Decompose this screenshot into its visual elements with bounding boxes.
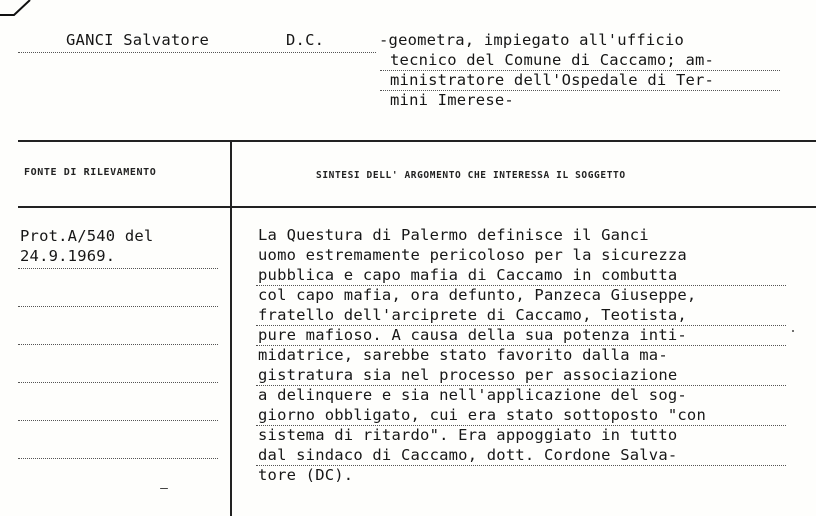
scan-speck [792,330,794,332]
summary-line: a delinquere e sia nell'applicazione del sog- [258,386,687,404]
dotted-rule [256,325,786,326]
description-line: ministratore dell'Ospedale di Ter- [390,71,715,89]
dotted-rule [256,285,786,286]
summary-line: midatrice, sarebbe stato favorito dalla ma- [258,346,668,364]
subject-party: D.C. [286,31,325,49]
dotted-rule [18,382,218,383]
summary-line: gistratura sia nel processo per associazione [258,366,678,384]
dotted-rule [18,52,376,53]
dotted-rule [380,70,780,71]
table-header-rule [18,206,816,208]
dotted-rule [18,458,218,459]
summary-line: sistema di ritardo". Era appoggiato in tutto [258,426,678,444]
column-header-source: FONTE DI RILEVAMENTO [24,167,157,178]
description-line: mini Imerese- [390,91,514,109]
summary-line: giorno obbligato, cui era stato sottoposto "con [258,406,706,424]
dotted-rule [256,345,786,346]
summary-line: col capo mafia, ora defunto, Panzeca Giuseppe, [258,286,697,304]
description-line: -geometra, impiegato all'ufficio [379,31,685,49]
dotted-rule [18,344,218,345]
dotted-rule [18,420,218,421]
dotted-rule [380,90,780,91]
table-top-rule [18,140,816,142]
summary-line: uomo estremamente pericoloso per la sicurezza [258,246,687,264]
table-column-divider [230,140,232,516]
corner-mark-icon [0,0,34,16]
dotted-rule [256,425,786,426]
summary-line: tore (DC). [258,466,354,484]
column-header-summary: SINTESI DELL' ARGOMENTO CHE INTERESSA IL SOGGETTO [316,170,626,181]
summary-line: dal sindaco di Caccamo, dott. Cordone Salva- [258,446,678,464]
summary-line: pure mafioso. A causa della sua potenza inti- [258,326,687,344]
summary-line: pubblica e capo mafia di Caccamo in combutta [258,266,678,284]
dotted-rule [256,385,786,386]
dotted-rule [256,465,786,466]
summary-line: La Questura di Palermo definisce il Ganci [258,226,649,244]
dotted-rule [18,306,218,307]
source-line: Prot.A/540 del [20,227,154,245]
source-line: 24.9.1969. [20,247,116,265]
dotted-rule [18,268,218,269]
description-line: tecnico del Comune di Caccamo; am- [390,51,715,69]
subject-name: GANCI Salvatore [66,31,209,49]
scan-speck [160,488,168,489]
summary-line: fratello dell'arciprete di Caccamo, Teotista, [258,306,687,324]
